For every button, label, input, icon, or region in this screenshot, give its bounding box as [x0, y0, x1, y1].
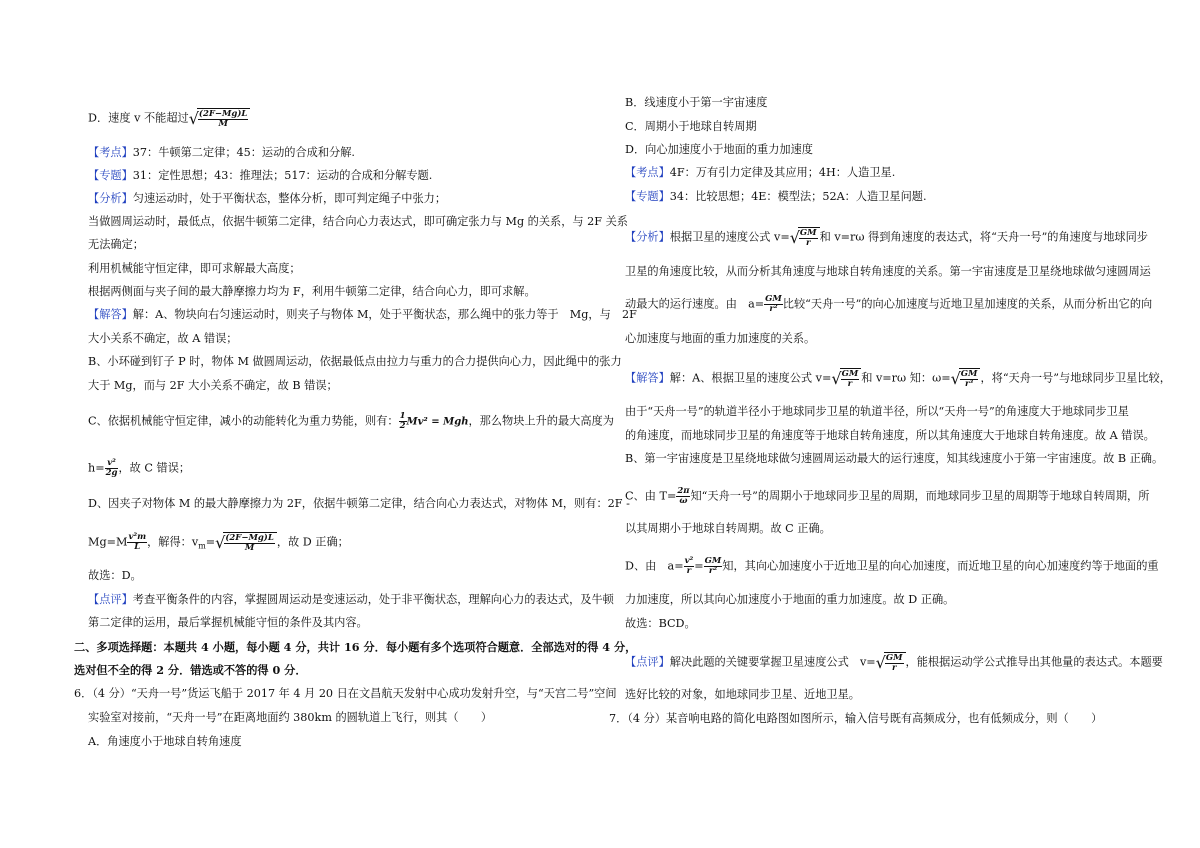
zhuanti-tag: 【专题】 — [625, 190, 670, 203]
equals-sign: = — [694, 559, 704, 573]
jieda-tag: 【解答】 — [88, 308, 133, 321]
kaodian-tag: 【考点】 — [625, 166, 670, 179]
formula-numerator: (2F−Mg)L — [225, 533, 274, 543]
jieda-line-b: B、第一宇宙速度是卫星绕地球做匀速圆周运动最大的运行速度，知其线速度小于第一宇宙速度。故 B 正确。 — [625, 452, 1164, 465]
equals-sign: = — [205, 535, 216, 549]
dianping-line-2: 第二定律的运用，最后掌握机械能守恒的条件及其内容。 — [88, 616, 368, 629]
fraction-gm-r2 — [704, 557, 723, 576]
jieda-tag: 【解答】 — [625, 371, 670, 385]
jieda-line-c1 — [625, 487, 1149, 506]
kaodian-text: 37：牛顿第二定律；45：运动的合成和分解. — [132, 146, 355, 159]
jieda-line-d1 — [625, 557, 1159, 576]
zhuanti-text: 34：比较思想；4E：模型法；52A：人造卫星问题. — [669, 190, 927, 203]
frac-num: GM — [704, 556, 722, 566]
formula-denominator: M — [244, 543, 255, 553]
zhuanti-line — [625, 189, 927, 205]
option-d-line — [88, 108, 250, 129]
fenxi-text-3-post: 比较“天舟一号”的向心加速度与近地卫星加速度的关系，从而分析出它的向 — [782, 297, 1153, 311]
sqrt-symbol: √ — [789, 227, 800, 247]
section-heading-1: 二、多项选择题：本题共 4 小题，每小题 4 分，共计 16 分．每小题有多个选项符合题意．全部选对的得 4 分， — [74, 640, 637, 654]
frac-den: r — [806, 238, 811, 248]
frac-num: v² — [105, 459, 119, 469]
fenxi-line-5: 根据两侧面与夹子间的最大静摩擦力均为 F，利用牛顿第二定律，结合向心力，即可求解。 — [88, 285, 536, 298]
jieda-line-d2: 力加速度，所以其向心加速度小于地面的重力加速度。故 D 正确。 — [625, 593, 955, 606]
fenxi-line-2: 当做圆周运动时，最低点，依据牛顿第二定律，结合向心力表达式，即可确定张力与 Mg 的关系，与 2F 关系 — [88, 215, 628, 228]
fenxi-line-3 — [625, 295, 1152, 314]
frac-num: GM — [799, 228, 817, 238]
jieda-c1-pre: C、由 T= — [625, 489, 677, 503]
fenxi-line-4: 心加速度与地面的重力加速度的关系。 — [625, 332, 816, 345]
jieda-a1-post: ，将“天舟一号”与地球同步卫星比较， — [980, 371, 1171, 385]
jieda-c2-pre: h= — [88, 461, 105, 475]
frac-num: GM — [960, 369, 978, 379]
fenxi-line-1 — [88, 191, 446, 207]
frac-den: r — [891, 663, 897, 673]
jieda-line-a1 — [625, 368, 1171, 389]
dianping-line-2: 选好比较的对象，如地球同步卫星、近地卫星。 — [625, 688, 860, 701]
dianping-text-1-pre: 解决此题的关键要掌握卫星速度公式 v= — [669, 655, 876, 669]
dianping-line-1 — [88, 592, 614, 608]
zhuanti-line — [88, 168, 432, 184]
formula-numerator: (2F−Mg)L — [198, 109, 248, 119]
frac-den: r — [686, 566, 692, 576]
dianping-tag: 【点评】 — [625, 655, 670, 669]
dianping-line-1 — [625, 652, 1163, 673]
jieda-line-c2 — [88, 459, 190, 478]
frac-num: 2π — [677, 486, 690, 496]
jieda-line-c1 — [88, 412, 614, 431]
frac-den: ω — [679, 496, 688, 506]
fenxi-text-1: 匀速运动时，处于平衡状态，整体分析，即可判定绳子中张力； — [132, 192, 447, 205]
jieda-line-c2: 以其周期小于地球自转周期。故 C 正确。 — [625, 522, 831, 535]
jieda-a1-pre: 解：A、根据卫星的速度公式 v= — [669, 371, 832, 385]
kaodian-tag: 【考点】 — [88, 146, 133, 159]
fraction-half — [399, 412, 407, 431]
question-6-option-a: A．角速度小于地球自转角速度 — [88, 735, 242, 748]
sqrt-radicand — [223, 532, 276, 553]
option-d-text: D．速度 v 不能超过 — [88, 111, 189, 125]
frac-den: L — [134, 542, 141, 552]
fraction-v2-r — [684, 557, 695, 576]
dianping-text-1: 考查平衡条件的内容，掌握圆周运动是变速运动，处于非平衡状态，理解向心力的表达式，及牛顿 — [132, 593, 614, 606]
jieda-d1-pre: D、由 a= — [625, 559, 684, 573]
formula-denominator: M — [218, 119, 228, 129]
jieda-line-b1: B、小环碰到钉子 P 时，物体 M 做圆周运动，依据最低点由拉力与重力的合力提供向心力，因此绳中的张力 — [88, 355, 622, 368]
sqrt-symbol: √ — [215, 532, 226, 552]
fenxi-line-3: 无法确定； — [88, 238, 144, 251]
sqrt-symbol: √ — [831, 368, 842, 388]
jieda-line-a1 — [88, 307, 637, 323]
frac-num: v²m — [128, 532, 147, 542]
dianping-text-1-post: ，能根据运动学公式推导出其他量的表达式。本题要 — [905, 655, 1163, 669]
fraction-2pi-omega — [676, 487, 690, 506]
fraction-v2-2g — [105, 459, 119, 478]
jieda-a1-mid: 和 v=rω 知：ω= — [861, 371, 951, 385]
fraction-gm-r2 — [764, 295, 783, 314]
sqrt-symbol: √ — [875, 652, 886, 672]
frac-den: 2 — [399, 421, 406, 431]
jieda-d2-mid: ，解得：v — [147, 535, 199, 549]
jieda-line-a3: 的角速度，而地球同步卫星的角速度等于地球自转角速度，所以其角速度大于地球自转角速度。故 A 错误。 — [625, 429, 1155, 442]
section-heading-2: 选对但不全的得 2 分．错选或不答的得 0 分． — [74, 663, 307, 677]
sqrt-radicand — [798, 227, 820, 248]
zhuanti-text: 31：定性思想；43：推理法；517：运动的合成和分解专题. — [132, 169, 433, 182]
frac-num: v² — [684, 556, 694, 566]
fenxi-text-3-pre: 动最大的运行速度。由 a= — [625, 297, 765, 311]
sqrt-radicand — [197, 108, 250, 129]
question-7: 7．（4 分）某音响电路的简化电路图如图所示，输入信号既有高频成分，也有低频成分，则（ ） — [609, 712, 1103, 725]
fenxi-line-2: 卫星的角速度比较，从而分析其角速度与地球自转角速度的关系。第一宇宙速度是卫星绕地球做匀速圆周运 — [625, 265, 1151, 278]
kaodian-text: 4F：万有引力定律及其应用；4H：人造卫星. — [669, 166, 896, 179]
energy-formula: Mv² = Mgh — [406, 416, 469, 428]
dianping-tag: 【点评】 — [88, 593, 133, 606]
jieda-c1-post: 知“天舟一号”的周期小于地球同步卫星的周期，而地球同步卫星的周期等于地球自转周期，所 — [690, 489, 1150, 503]
jieda-line-b2: 大于 Mg，而与 2F 大小关系不确定，故 B 错误； — [88, 379, 338, 392]
subscript-m: m — [198, 541, 206, 551]
fraction-vm2-L — [127, 533, 147, 552]
zhuanti-tag: 【专题】 — [88, 169, 133, 182]
frac-den: r² — [769, 304, 778, 314]
sqrt-symbol: √ — [950, 368, 961, 388]
fenxi-text-1-post: 和 v=rω 得到角速度的表达式，将“天舟一号”的角速度与地球同步 — [819, 230, 1148, 244]
frac-den: 2g — [105, 468, 118, 478]
jieda-d1-post: 知，其向心加速度小于近地卫星的向心加速度，而近地卫星的向心加速度约等于地面的重 — [722, 559, 1159, 573]
jieda-c1-post: ，那么物块上升的最大高度为 — [468, 414, 614, 428]
answer-line: 故选：BCD。 — [625, 617, 696, 630]
fenxi-line-1 — [625, 227, 1148, 248]
answer-line: 故选：D。 — [88, 569, 142, 582]
frac-num: GM — [841, 369, 859, 379]
sqrt-radicand — [884, 652, 906, 673]
jieda-line-d2 — [88, 532, 349, 555]
fenxi-line-4: 利用机械能守恒定律，即可求解最大高度； — [88, 262, 301, 275]
frac-den: r³ — [965, 379, 974, 389]
jieda-line-a2: 由于“天舟一号”的轨道半径小于地球同步卫星的轨道半径，所以“天舟一号”的角速度大于地球同步卫星 — [625, 405, 1129, 418]
frac-den: r² — [708, 566, 718, 576]
jieda-line-d1: D、因夹子对物体 M 的最大静摩擦力为 2F，依据牛顿第二定律，结合向心力表达式，对物体 M，则有：2F - — [88, 497, 630, 510]
sqrt-radicand — [840, 368, 862, 389]
fenxi-tag: 【分析】 — [88, 192, 133, 205]
frac-num: 1 — [399, 411, 406, 421]
jieda-c2-post: ，故 C 错误； — [118, 461, 191, 475]
sqrt-symbol: √ — [188, 108, 199, 128]
question-6-line-1: 6．（4 分）“天舟一号”货运飞船于 2017 年 4 月 20 日在文昌航天发射中心成功发射升空，与“天宫二号”空间 — [74, 687, 617, 700]
jieda-d2-post: ，故 D 正确； — [276, 535, 349, 549]
fenxi-text-1-pre: 根据卫星的速度公式 v= — [669, 230, 790, 244]
kaodian-line — [625, 165, 895, 181]
jieda-c1-pre: C、依据机械能守恒定律，减小的动能转化为重力势能，则有： — [88, 414, 399, 428]
frac-den: r — [847, 379, 853, 389]
frac-num: GM — [885, 653, 903, 663]
frac-num: GM — [765, 294, 782, 304]
fenxi-tag: 【分析】 — [625, 230, 670, 244]
question-6-option-d: D．向心加速度小于地面的重力加速度 — [625, 143, 813, 156]
sqrt-radicand — [959, 368, 981, 389]
question-6-option-c: C．周期小于地球自转周期 — [625, 120, 757, 133]
jieda-text-a1: 解：A、物块向右匀速运动时，则夹子与物体 M，处于平衡状态，那么绳中的张力等于 Mg，与 2F — [132, 308, 637, 321]
kaodian-line — [88, 145, 355, 161]
jieda-line-a2: 大小关系不确定，故 A 错误； — [88, 332, 238, 345]
jieda-d2-pre: Mg=M — [88, 535, 128, 549]
question-6-option-b: B．线速度小于第一宇宙速度 — [625, 96, 768, 109]
question-6-line-2: 实验室对接前，“天舟一号”在距离地面约 380km 的圆轨道上飞行，则其（ ） — [88, 711, 493, 724]
